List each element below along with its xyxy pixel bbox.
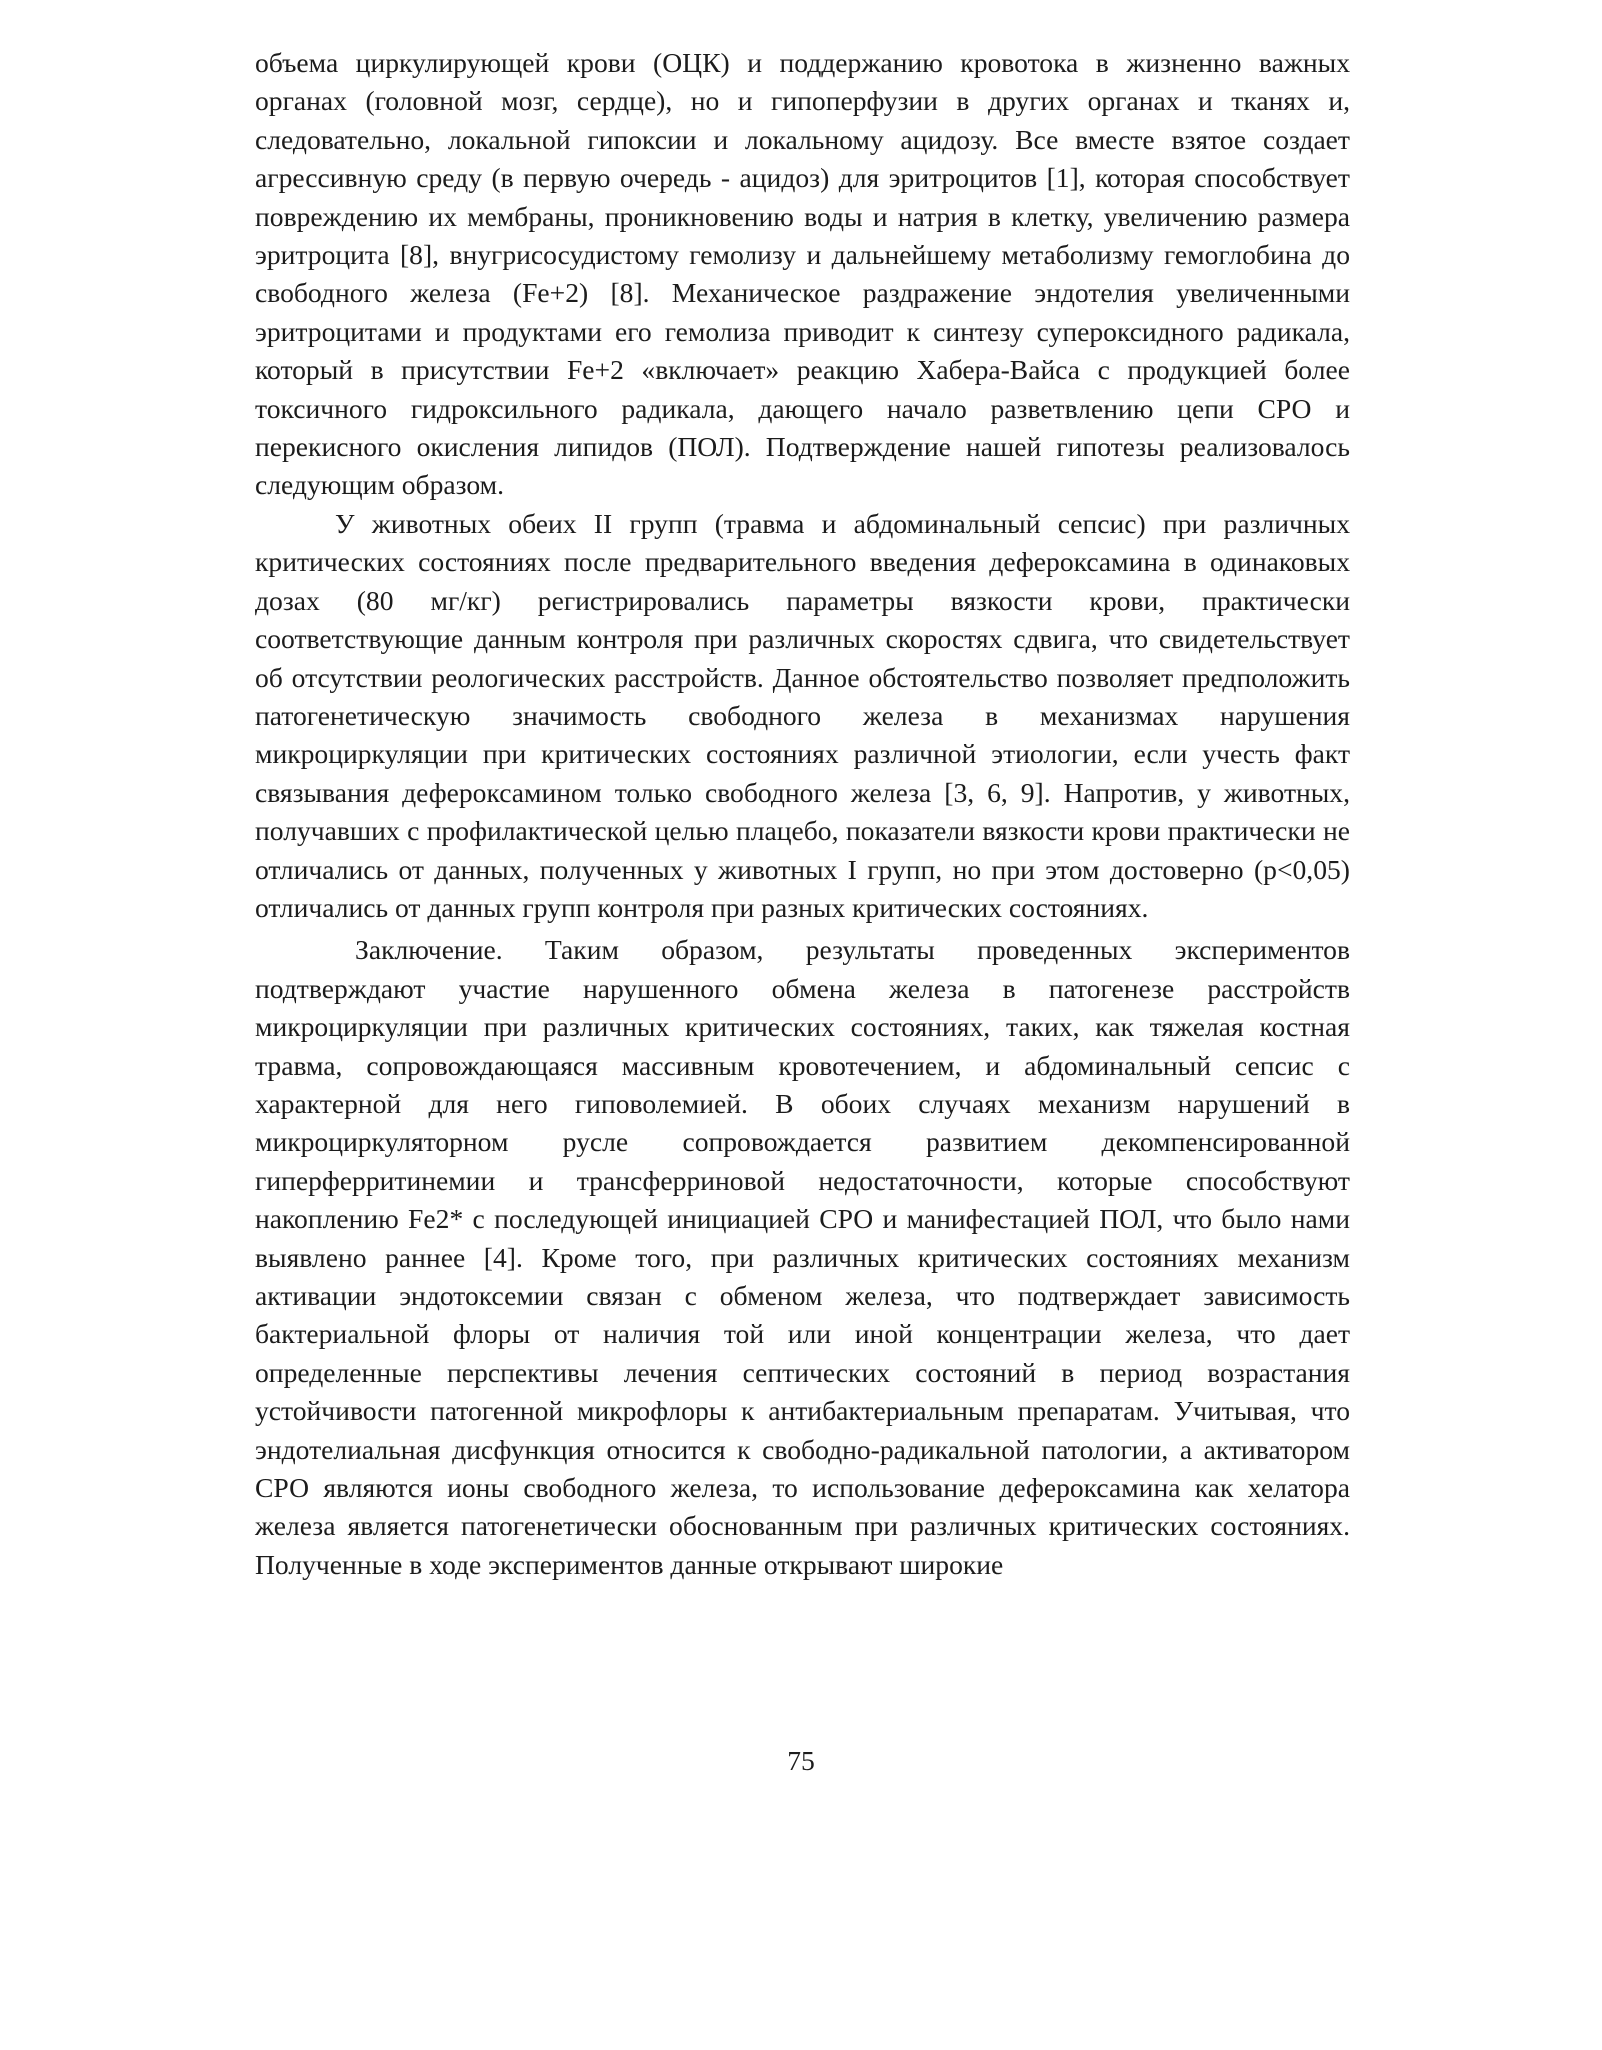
- paragraph-conclusion: Заключение. Таким образом, результаты проведенных экспериментов подтверждают участие нарушенного обмена железа в патогенезе расстройств микроциркуляции при различных критических состояниях, таких, как тяжелая костная травма, сопровождающаяся массивным кровотечением, и абдоминальный сепсис с характерной для него гиповолемией. В обоих случаях механизм нарушений в микроциркуляторном русле сопровождается развитием декомпенсированной гиперферритинемии и трансферриновой недостаточности, которые способствуют накоплению Fe2* с последующей инициацией СРО и манифестацией ПОЛ, что было нами выявлено раннее [4]. Кроме того, при различных критических состояниях механизм активации эндотоксемии связан с обменом железа, что подтверждает зависимость бактериальной флоры от наличия той или иной концентрации железа, что дает определенные перспективы лечения септических состояний в период возрастания устойчивости патогенной микрофлоры к антибактериальным препаратам. Учитывая, что эндотелиальная дисфункция относится к свободно-радикальной патологии, а активатором СРО являются ионы свободного железа, то использование дефероксамина как хелатора железа является патогенетически обоснованным при различных критических состояниях. Полученные в ходе экспериментов данные открывают широкие: [255, 934, 1350, 1580]
- paragraph-results: У животных обеих II групп (травма и абдоминальный сепсис) при различных критических состояниях после предварительного введения дефероксамина в одинаковых дозах (80 мг/кг) регистрировались параметры вязкости крови, практически соответствующие данным контроля при различных скоростях сдвига, что свидетельствует об отсутствии реологических расстройств. Данное обстоятельство позволяет предположить патогенетическую значимость свободного железа в механизмах нарушения микроциркуляции при критических состояниях различной этиологии, если учесть факт связывания дефероксамином только свободного железа [3, 6, 9]. Напротив, у животных, получавших с профилактической целью плацебо, показатели вязкости крови практически не отличались от данных, полученных у животных I групп, но при этом достоверно (р<0,05) отличались от данных групп контроля при разных критических состояниях.: [255, 507, 1350, 923]
- page-number: 75: [787, 1745, 815, 1776]
- paragraph-continuation: объема циркулирующей крови (ОЦК) и поддержанию кровотока в жизненно важных органах (головной мозг, сердце), но и гипоперфузии в других органах и тканях и, следовательно, локальной гипоксии и локальному ацидозу. Все вместе взятое создает агрессивную среду (в первую очередь - ацидоз) для эритроцитов [1], которая способствует повреждению их мембраны, проникновению воды и натрия в клетку, увеличению размера эритроцита [8], внугрисосудистому гемолизу и дальнейшему метаболизму гемоглобина до свободного железа (Fe+2) [8]. Механическое раздражение эндотелия увеличенными эритроцитами и продуктами его гемолиза приводит к синтезу супероксидного радикала, который в присутствии Fe+2 «включает» реакцию Хабера-Вайса с продукцией более токсичного гидроксильного радикала, дающего начало разветвлению цепи СРО и перекисного окисления липидов (ПОЛ). Подтверждение нашей гипотезы реализовалось следующим образом.: [255, 47, 1350, 501]
- document-page: [255, 44, 1350, 1584]
